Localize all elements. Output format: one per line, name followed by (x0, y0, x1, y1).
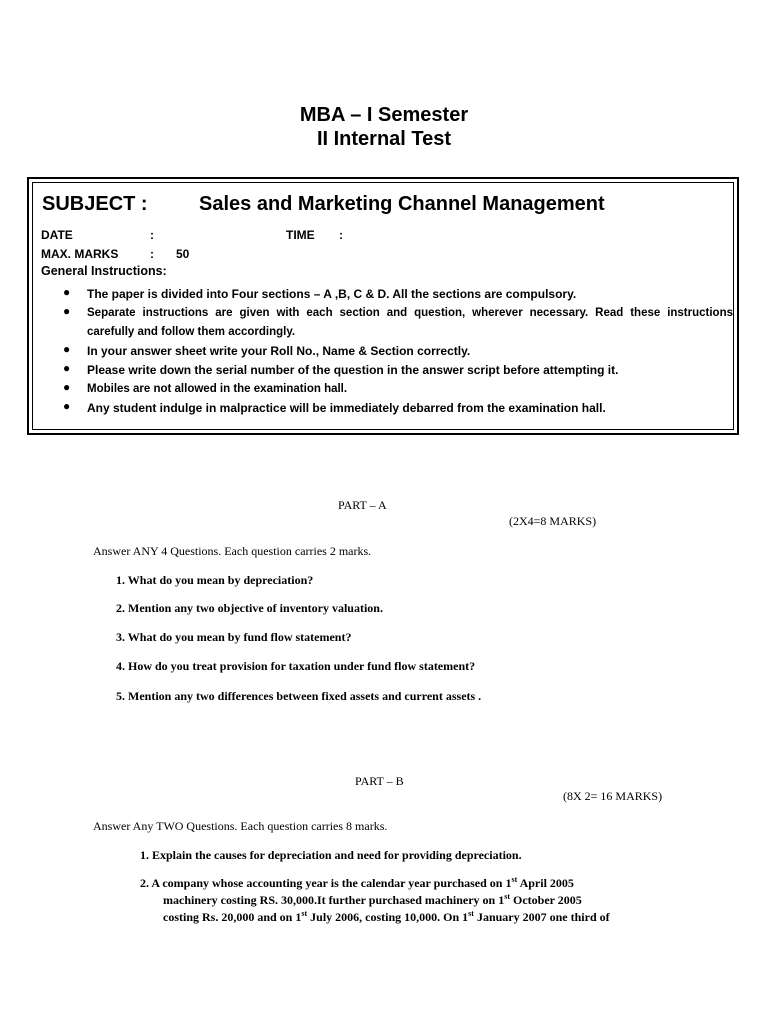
subject-value: Sales and Marketing Channel Management (199, 193, 605, 215)
time-colon: : (339, 228, 343, 242)
time-label: TIME (286, 228, 315, 242)
date-label: DATE (41, 228, 73, 242)
part-b-question-2-line-1: 2. A company whose accounting year is the calendar year purchased on 1st April 2005 (140, 875, 574, 890)
part-b-question: 1. Explain the causes for depreciation and need for providing depreciation. (140, 848, 522, 862)
part-a-question: 3. What do you mean by fund flow statement? (116, 630, 352, 644)
date-colon: : (150, 228, 154, 242)
part-a-instruction: Answer ANY 4 Questions. Each question carries 2 marks. (93, 544, 372, 558)
instruction-item: Please write down the serial number of the question in the answer script before attempting it. (87, 363, 619, 377)
instruction-item: In your answer sheet write your Roll No., Name & Section correctly. (87, 344, 471, 358)
instructions-heading: General Instructions: (41, 264, 167, 278)
part-b-title: PART – B (355, 774, 404, 788)
part-b-instruction: Answer Any TWO Questions. Each question carries 8 marks. (93, 819, 388, 833)
bullet-icon: ● (63, 304, 71, 318)
part-b-question-2-line-3: costing Rs. 20,000 and on 1st July 2006, costing 10,000. On 1st January 2007 one third of (163, 909, 610, 924)
bullet-icon: ● (63, 342, 71, 356)
part-a-title: PART – A (338, 498, 387, 512)
part-a-question: 5. Mention any two differences between fixed assets and current assets . (116, 689, 482, 703)
subject-label: SUBJECT : (42, 193, 148, 215)
max-marks-label: MAX. MARKS (41, 247, 119, 261)
info-box (27, 177, 739, 435)
max-marks-colon: : (150, 247, 154, 261)
info-box-inner-border (32, 182, 734, 430)
bullet-icon: ● (63, 399, 71, 413)
instruction-item: Any student indulge in malpractice will be immediately debarred from the examination hall. (87, 401, 606, 415)
part-a-question: 2. Mention any two objective of inventory valuation. (116, 601, 383, 615)
bullet-icon: ● (63, 380, 71, 394)
instruction-item: The paper is divided into Four sections – A ,B, C & D. All the sections are compulsory. (87, 287, 577, 301)
part-a-question: 4. How do you treat provision for taxation under fund flow statement? (116, 659, 476, 673)
part-a-marks: (2X4=8 MARKS) (509, 514, 597, 528)
part-b-question-2-line-2: machinery costing RS. 30,000.It further purchased machinery on 1st October 2005 (163, 892, 582, 907)
bullet-icon: ● (63, 361, 71, 375)
bullet-icon: ● (63, 285, 71, 299)
instruction-item: Mobiles are not allowed in the examination hall. (87, 383, 348, 395)
exam-subtitle: II Internal Test (316, 128, 452, 150)
instruction-item: Separate instructions are given with each section and question, wherever necessary. Read these instructions carefully and follow them accordingly. (87, 307, 733, 338)
part-b-marks: (8X 2= 16 MARKS) (563, 789, 663, 803)
max-marks-value: 50 (176, 247, 190, 261)
exam-title: MBA – I Semester (299, 104, 469, 126)
part-a-question: 1. What do you mean by depreciation? (116, 573, 314, 587)
